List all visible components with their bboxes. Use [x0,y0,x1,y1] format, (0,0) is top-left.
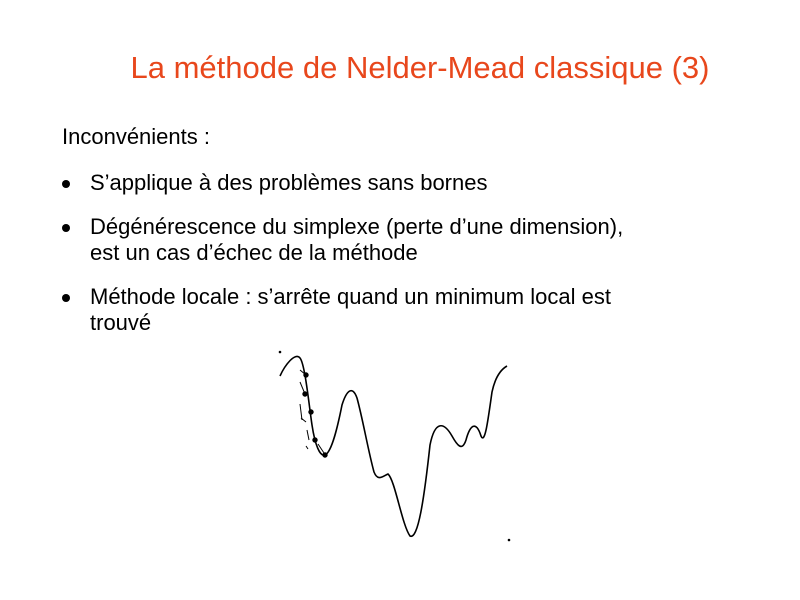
intro-label: Inconvénients : [62,124,210,149]
bullet-text: S’applique à des problèmes sans bornes [90,170,488,195]
simplex-steps [279,351,510,541]
bullet-item [62,284,762,336]
bullet-text: Dégénérescence du simplexe (perte d’une dimension), est un cas d’échec de la méthode [90,214,624,265]
function-curve [280,356,507,536]
bullet-list [62,170,762,354]
bullet-icon [62,224,70,232]
function-curve-figure [270,345,520,550]
bullet-icon [62,294,70,302]
slide-title: La méthode de Nelder-Mead classique (3) [130,50,710,85]
bullet-icon [62,180,70,188]
bullet-item [62,170,762,196]
bullet-item [62,214,762,266]
bullet-text: Méthode locale : s’arrête quand un minimum local est trouvé [90,284,611,335]
